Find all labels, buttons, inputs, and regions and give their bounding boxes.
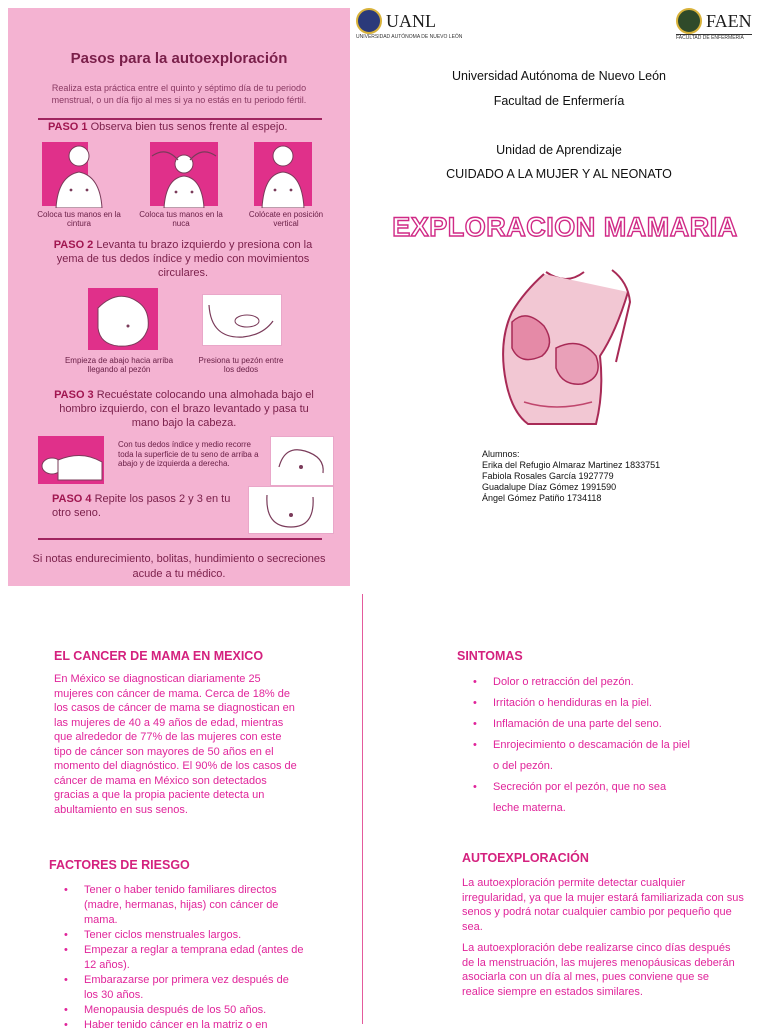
paso4-figure <box>248 486 334 534</box>
faen-logo-text: FAEN <box>706 10 752 31</box>
paso3-figure-2 <box>270 436 334 486</box>
faen-logo-sub: FACULTAD DE ENFERMERÍA <box>676 34 752 41</box>
paso2-label: PASO 2 <box>53 239 94 251</box>
symptoms-list <box>473 672 693 819</box>
list-item: • Menopausia después de los 50 años. <box>64 1003 304 1018</box>
paso1-illustration-1 <box>36 142 122 208</box>
list-item: • Empezar a reglar a temprana edad (antes de 12 años). <box>64 943 304 973</box>
breast-exam-illustration <box>416 252 714 440</box>
faen-seal-icon <box>676 8 702 34</box>
student-name: Erika del Refugio Almaraz Martinez 1833751 <box>482 460 661 470</box>
students-block <box>482 449 660 504</box>
list-item: • Secreción por el pezón, que no sea leche materna. <box>473 777 693 819</box>
poster-intro: Realiza esta práctica entre el quinto y séptimo día de tu periodo menstrual, o un día fijo al mes si ya no estás en tu periodo fértil. <box>51 83 307 105</box>
paso3 <box>44 388 324 430</box>
self-exam-poster <box>8 8 350 586</box>
students-heading: Alumnos: <box>482 449 520 459</box>
student-name: Fabiola Rosales García 1927779 <box>482 471 614 481</box>
paso4-text: Repite los pasos 2 y 3 en tu otro seno. <box>52 493 231 519</box>
risk-factors-list <box>64 883 304 1033</box>
list-item: • Dolor o retracción del pezón. <box>473 672 693 693</box>
symptoms-heading: SINTOMAS <box>457 649 523 663</box>
paso1-label: PASO 1 <box>48 121 88 133</box>
poster-footer: Si notas endurecimiento, bolitas, hundimiento o secreciones acude a tu médico. <box>32 553 326 580</box>
self-exam-heading: AUTOEXPLORACIÓN <box>462 851 589 865</box>
paso2-caption-2: Presiona tu pezón entre los dedos <box>198 356 284 374</box>
unit-label: Unidad de Aprendizaje <box>496 143 622 157</box>
paso2-text: Levanta tu brazo izquierdo y presiona con la yema de tus dedos índice y medio con movimientos circulares. <box>56 239 313 279</box>
self-exam-paragraph-1: La autoexploración permite detectar cualquier irregularidad, ya que la mujer estará familiarizada con sus senos y podrá notar cualquier cambio por pequeño que sea. <box>462 877 744 933</box>
list-item: • Irritación o hendiduras en la piel. <box>473 693 693 714</box>
paso2-caption-1: Empieza de abajo hacia arriba llegando al pezón <box>64 356 174 374</box>
paso2 <box>48 238 318 280</box>
list-item: • Embarazarse por primera vez después de los 30 años. <box>64 973 304 1003</box>
paso3-note: Con tus dedos índice y medio recorre toda la superficie de tu seno de arriba a abajo y de izquierda a derecha. <box>118 440 259 468</box>
paso1-illustration-3 <box>248 142 318 208</box>
course-name: CUIDADO A LA MUJER Y AL NEONATO <box>446 167 672 181</box>
paso4-label: PASO 4 <box>52 493 92 505</box>
paso2-figure-1 <box>88 288 158 350</box>
paso1-caption-3: Colócate en posición vertical <box>248 210 324 228</box>
paso1-illustration-2 <box>146 142 222 208</box>
self-exam-paragraph-2: La autoexploración debe realizarse cinco días después de la menstruación, las mujeres menopáusicas deberán asociarla con un día al mes, pues conviene que se realice siempre en estados similares. <box>462 942 735 998</box>
paso2-figure-2 <box>202 294 282 346</box>
university-name: Universidad Autónoma de Nuevo León <box>451 69 667 83</box>
uanl-logo-sub: UNIVERSIDAD AUTÓNOMA DE NUEVO LEÓN <box>356 34 463 40</box>
faen-logo <box>676 8 752 41</box>
uanl-seal-icon <box>356 8 382 34</box>
list-item: • Tener ciclos menstruales largos. <box>64 928 304 943</box>
paso4 <box>52 492 252 520</box>
list-item: • Inflamación de una parte del seno. <box>473 714 693 735</box>
paso1 <box>48 120 338 134</box>
cancer-text: En México se diagnostican diariamente 25 mujeres con cáncer de mama. Cerca de 18% de los casos de cáncer de mama se diagnostican en las mujeres de 40 a 49 años de edad, mientras que alrededor de 77% de las mujeres con este tipo de cáncer son mayores de 50 años en el momento del diagnóstico. El 90% de los casos de cáncer de mama en México son detectados gracias a que la propia paciente detecta un abultamiento en sus senos. <box>54 673 297 816</box>
student-name: Ángel Gómez Patiño 1734118 <box>482 493 602 503</box>
paso1-caption-1: Coloca tus manos en la cintura <box>37 210 121 228</box>
list-item: • Enrojecimiento o descamación de la piel o del pezón. <box>473 735 693 777</box>
paso3-label: PASO 3 <box>54 389 94 401</box>
cancer-heading: EL CANCER DE MAMA EN MEXICO <box>54 649 264 663</box>
student-name: Guadalupe Díaz Gómez 1991590 <box>482 482 617 492</box>
paso3-figure-1 <box>38 436 104 484</box>
paso3-text: Recuéstate colocando una almohada bajo el hombro izquierdo, con el brazo levantado y pasa tu mano bajo la cabeza. <box>59 389 314 429</box>
list-item: • Haber tenido cáncer en la matriz o en <box>64 1018 304 1033</box>
uanl-logo <box>356 8 462 40</box>
poster-divider-bottom <box>38 538 322 540</box>
list-item: • Tener o haber tenido familiares directos (madre, hermanas, hijas) con cáncer de mama. <box>64 883 304 928</box>
document-title: EXPLORACION MAMARIA <box>392 212 738 242</box>
paso1-text: Observa bien tus senos frente al espejo. <box>90 121 288 133</box>
uanl-logo-text: UANL <box>386 10 436 31</box>
paso1-caption-2: Coloca tus manos en la nuca <box>139 210 223 228</box>
poster-title: Pasos para la autoexploración <box>70 50 288 67</box>
column-divider <box>362 594 363 1024</box>
risk-factors-heading: FACTORES DE RIESGO <box>49 858 190 872</box>
faculty-name: Facultad de Enfermería <box>493 94 625 108</box>
